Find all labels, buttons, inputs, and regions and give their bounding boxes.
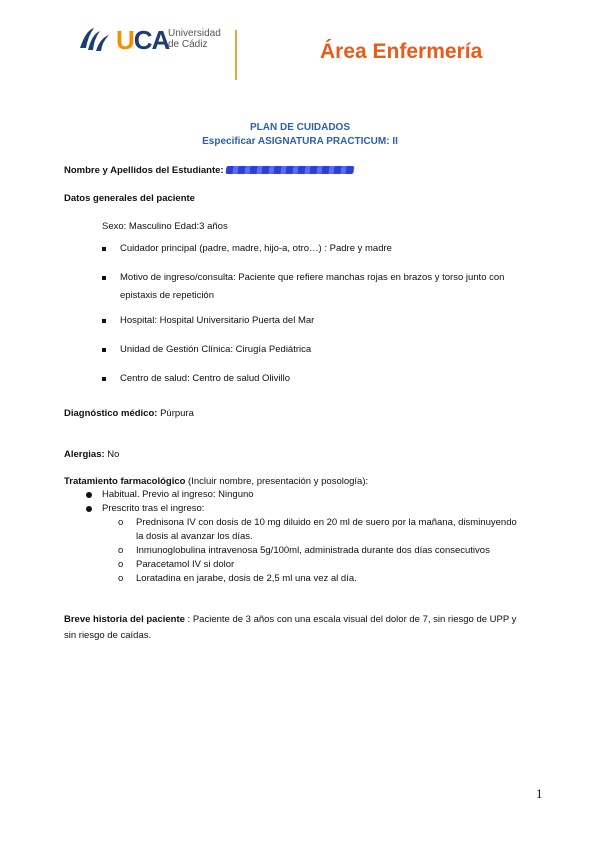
history-value-cont: sin riesgo de caídas. xyxy=(64,630,152,641)
bullet-marker xyxy=(102,247,106,251)
admission-reason-item: Motivo de ingreso/consulta: Paciente que refiere manchas rojas en brazos y torso junto con xyxy=(120,272,505,283)
student-name-row xyxy=(64,164,354,178)
hospital-item: Hospital: Hospital Universitario Puerta del Mar xyxy=(120,315,315,326)
medication-item-cont: la dosis al avanzar los días. xyxy=(136,531,253,542)
university-line1: Universidad xyxy=(168,28,221,39)
page-number: 1 xyxy=(536,786,543,801)
uca-wordmark xyxy=(116,26,169,54)
treatment-row xyxy=(64,475,368,489)
bullet-marker xyxy=(102,276,106,280)
medication-item: Prednisona IV con dosis de 10 mg diluido en 20 ml de suero por la mañana, disminuyendo xyxy=(136,517,517,528)
medication-item: Paracetamol IV si dolor xyxy=(136,559,235,570)
sub-marker: o xyxy=(118,573,124,584)
treatment-note: (Incluir nombre, presentación y posología): xyxy=(185,476,369,487)
allergies-value: No xyxy=(104,449,120,460)
diagnosis-row xyxy=(64,407,194,421)
habitual-item: Habitual. Previo al ingreso: Ninguno xyxy=(102,489,254,500)
redacted-name xyxy=(225,166,354,174)
prescribed-item: Prescrito tras el ingreso: xyxy=(102,503,205,514)
diagnosis-label: Diagnóstico médico: xyxy=(64,408,158,419)
document-header xyxy=(0,0,600,90)
treatment-label: Tratamiento farmacológico xyxy=(64,476,186,487)
plan-title: PLAN DE CUIDADOS xyxy=(249,122,350,133)
bullet-marker xyxy=(102,377,106,381)
university-line2: de Cádiz xyxy=(168,39,208,50)
sub-marker: o xyxy=(118,517,124,528)
allergies-row xyxy=(64,448,119,462)
bullet-dot xyxy=(86,492,92,498)
history-label: Breve historia del paciente xyxy=(64,614,185,625)
sub-marker: o xyxy=(118,559,124,570)
sexo-edad: Sexo: Masculino Edad:3 años xyxy=(102,221,228,232)
diagnosis-value: Púrpura xyxy=(157,408,194,419)
university-name xyxy=(168,28,221,50)
medication-item: Loratadina en jarabe, dosis de 2,5 ml una vez al día. xyxy=(136,573,357,584)
subject-title: Especificar ASIGNATURA PRACTICUM: II xyxy=(202,136,398,147)
uca-u: U xyxy=(116,25,134,55)
area-title: Área Enfermería xyxy=(320,40,483,63)
general-heading: Datos generales del paciente xyxy=(64,193,195,204)
sub-marker: o xyxy=(118,545,124,556)
allergies-label: Alergias: xyxy=(64,449,105,460)
student-label: Nombre y Apellidos del Estudiante: xyxy=(64,165,224,176)
bullet-marker xyxy=(102,319,106,323)
admission-reason-cont: epistaxis de repetición xyxy=(120,290,214,301)
bullet-marker xyxy=(102,348,106,352)
history-row xyxy=(64,613,516,627)
uca-ca: CA xyxy=(133,25,170,55)
history-value: : Paciente de 3 años con una escala visual del dolor de 7, sin riesgo de UPP y xyxy=(184,614,517,625)
uca-emblem-icon xyxy=(78,26,112,54)
header-divider xyxy=(235,30,237,80)
health-center-item: Centro de salud: Centro de salud Olivillo xyxy=(120,373,291,384)
uca-logo xyxy=(78,26,238,56)
clinical-unit-item: Unidad de Gestión Clínica: Cirugía Pediátrica xyxy=(120,344,312,355)
medication-item: Inmunoglobulina intravenosa 5g/100ml, administrada durante dos días consecutivos xyxy=(136,545,490,556)
bullet-dot xyxy=(86,506,92,512)
caregiver-item: Cuidador principal (padre, madre, hijo-a, otro…) : Padre y madre xyxy=(120,243,392,254)
